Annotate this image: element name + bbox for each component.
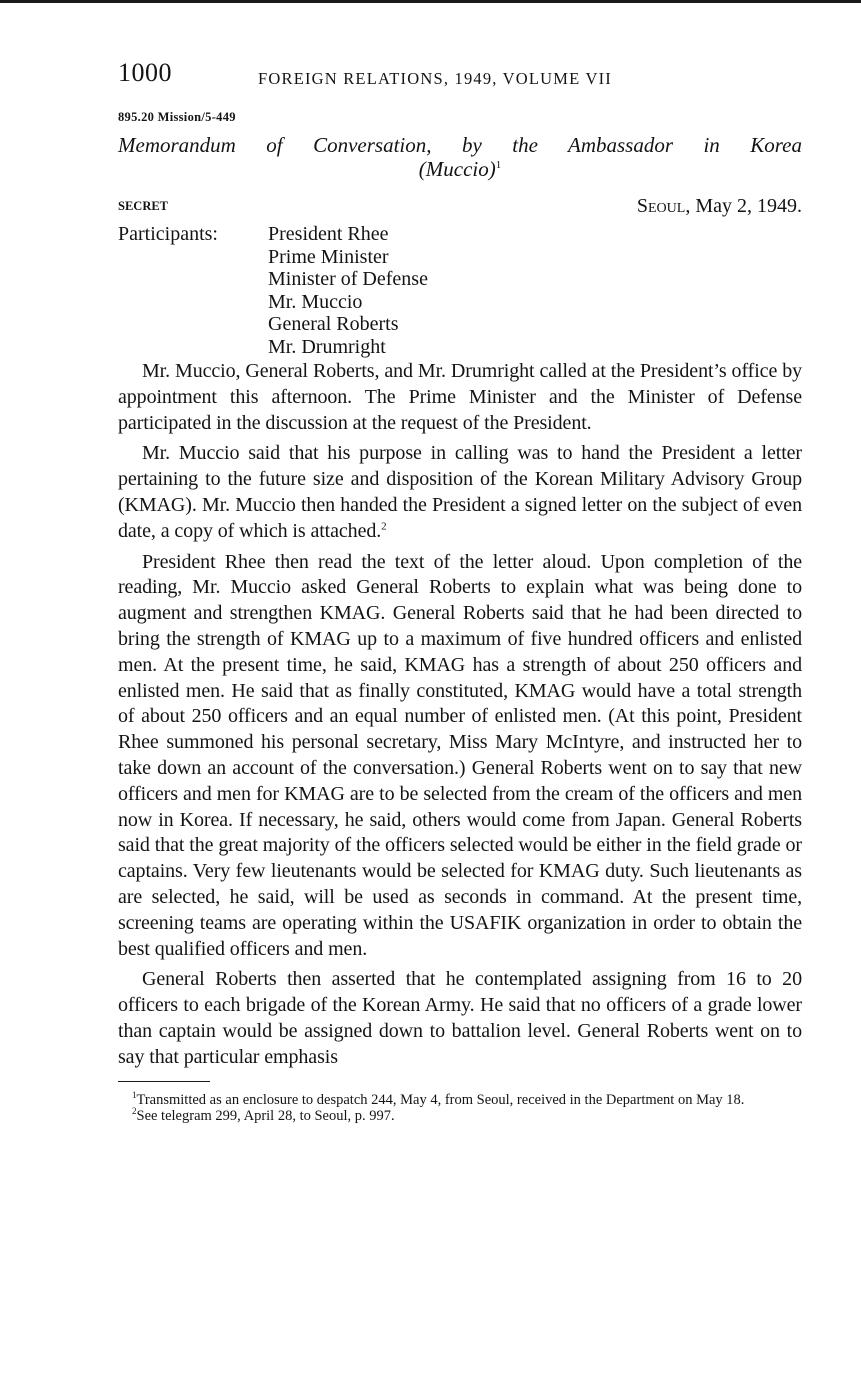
page-top-edge [0, 0, 861, 3]
place-and-date [637, 195, 802, 218]
place: Seoul, [636, 195, 691, 217]
date: May 2, 1949. [690, 195, 802, 217]
body-paragraph [118, 359, 802, 436]
participant-name: General Roberts [268, 313, 399, 335]
running-head-title: FOREIGN RELATIONS, 1949, VOLUME VII [258, 69, 612, 88]
document-page [118, 58, 802, 1124]
footnote [118, 1089, 802, 1108]
page-number: 1000 [118, 58, 172, 87]
participants-list [268, 223, 428, 358]
memorandum-body [118, 359, 802, 1071]
footnote-divider [118, 1081, 210, 1082]
footnote [118, 1105, 802, 1124]
footnote-text: Transmitted as an enclosure to despatch 244, May 4, from Seoul, received in the Department on May 18. [136, 1091, 745, 1108]
file-reference: 895.20 Mission/5-449 [118, 110, 236, 124]
body-paragraph [118, 967, 802, 1070]
document-title [118, 133, 802, 157]
participants-label: Participants: [118, 223, 218, 245]
footnote-text: See telegram 299, April 28, to Seoul, p. 997. [136, 1107, 395, 1124]
footnotes [118, 1089, 802, 1124]
participant-name: Mr. Drumright [268, 335, 386, 358]
paragraph-text: General Roberts then asserted that he contemplated assigning from 16 to 20 officers to each brigade of the Korean Army. He said that no officers of a grade lower than captain would be assigned down to battalion level. General Roberts went on to say that particular emphasis [118, 968, 802, 1068]
title-footnote-marker: 1 [495, 159, 502, 171]
paragraph-text: Mr. Muccio, General Roberts, and Mr. Drumright called at the President’s office by appointment this afternoon. The Prime Minister and the Minister of Defense participated in the discussion at the request of the President. [118, 360, 802, 434]
classification-label: SECRET [118, 199, 169, 213]
paragraph-text: President Rhee then read the text of the letter aloud. Upon completion of the reading, Mr. Muccio asked General Roberts to explain what was being done to augment and strengthen KMAG. General Roberts said that he had been directed to bring the strength of KMAG up to a maximum of five hundred officers and enlisted men. At the present time, he said, KMAG has a strength of about 250 officers and enlisted men. He said that as finally constituted, KMAG would have a total strength of about 250 officers and an equal number of enlisted men. (At this point, President Rhee summoned his personal secretary, Miss Mary McIntyre, and instructed her to take down an account of the conversation.) General Roberts went on to say that new officers and men for KMAG are to be selected from the cream of the officers and men now in Korea. If necessary, he said, others would come from Japan. General Roberts said that the great majority of the officers selected would be either in the field grade or captains. Very few lieutenants would be selected for KMAG duty. Such lieutenants as are selected, he said, will be used as seconds in command. At the present time, screening teams are operating within the USAFIK organization in order to obtain the best qualified officers and men. [118, 550, 802, 960]
participant-name: Mr. Muccio [268, 290, 363, 313]
running-head [118, 58, 802, 98]
footnote-marker: 2 [132, 1105, 137, 1116]
document-title-continued [118, 157, 802, 181]
document-title-line-1: Memorandum of Conversation, by the Ambassador in Korea [118, 133, 802, 157]
participant-name: President Rhee [268, 223, 389, 245]
body-paragraph [118, 441, 802, 544]
footnote-marker: 1 [132, 1089, 137, 1100]
body-paragraph [118, 550, 802, 963]
participant-name: Minister of Defense [268, 268, 428, 290]
paragraph-text: Mr. Muccio said that his purpose in calling was to hand the President a letter pertaining to the future size and disposition of the Korean Military Advisory Group (KMAG). Mr. Muccio then handed the President a signed letter on the subject of even date, a copy of which is attached. [118, 442, 802, 542]
participants-block [118, 223, 802, 359]
document-title-line-2: (Muccio) [418, 157, 496, 181]
classification-row [118, 195, 802, 223]
paragraph-footnote-marker: 2 [381, 520, 387, 533]
participant-name: Prime Minister [268, 245, 389, 268]
